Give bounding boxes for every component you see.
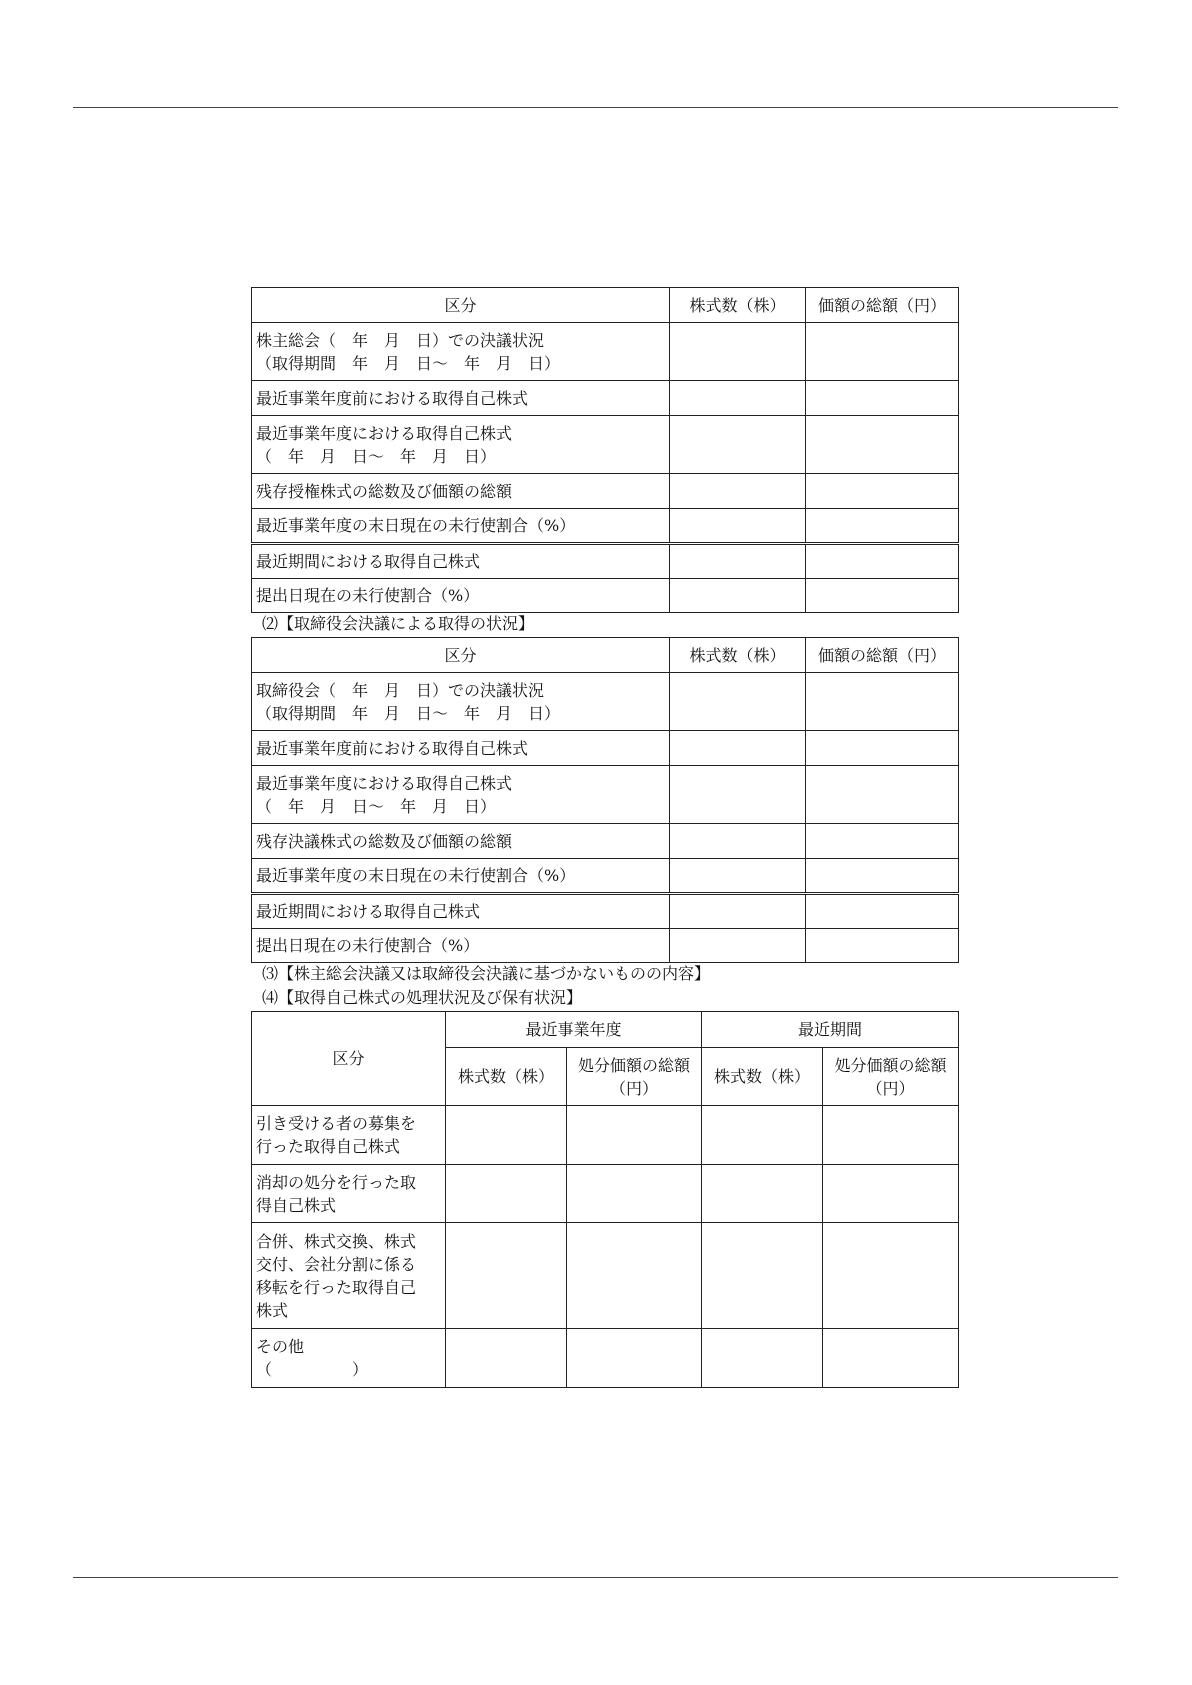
data-cell xyxy=(446,1165,567,1223)
amount-cell xyxy=(806,859,959,894)
row-label: その他 （ ） xyxy=(252,1329,446,1388)
row-label: 残存決議株式の総数及び価額の総額 xyxy=(252,824,670,859)
shares-cell xyxy=(670,544,806,579)
table-row xyxy=(252,1223,959,1329)
table-row xyxy=(252,731,959,766)
amount-cell xyxy=(806,824,959,859)
table-header-row xyxy=(252,638,959,673)
shares-cell xyxy=(670,416,806,474)
data-cell xyxy=(446,1106,567,1165)
table-row xyxy=(252,416,959,474)
row-label: 株主総会（ 年 月 日）での決議状況 （取得期間 年 月 日～ 年 月 日） xyxy=(252,323,670,381)
amount-cell xyxy=(806,323,959,381)
header-group-fiscal-year: 最近事業年度 xyxy=(446,1012,702,1048)
row-label: 提出日現在の未行使割合（%） xyxy=(252,579,670,613)
table-header-row xyxy=(252,1012,959,1048)
row-label: 残存授権株式の総数及び価額の総額 xyxy=(252,474,670,509)
subheader-amount: 処分価額の総額 （円） xyxy=(823,1048,959,1106)
shares-cell xyxy=(670,731,806,766)
amount-cell xyxy=(806,731,959,766)
data-cell xyxy=(702,1106,823,1165)
amount-cell xyxy=(806,894,959,929)
data-cell xyxy=(823,1165,959,1223)
row-label: 最近事業年度の末日現在の未行使割合（%） xyxy=(252,859,670,894)
row-label: 引き受ける者の募集を 行った取得自己株式 xyxy=(252,1106,446,1165)
subheader-shares: 株式数（株） xyxy=(702,1048,823,1106)
row-label: 最近事業年度における取得自己株式 （ 年 月 日～ 年 月 日） xyxy=(252,416,670,474)
amount-cell xyxy=(806,416,959,474)
shares-cell xyxy=(670,894,806,929)
row-label: 最近事業年度前における取得自己株式 xyxy=(252,731,670,766)
header-kubun: 区分 xyxy=(252,288,670,323)
data-cell xyxy=(823,1106,959,1165)
row-label: 最近事業年度の末日現在の未行使割合（%） xyxy=(252,509,670,544)
shareholders-resolution-table xyxy=(251,287,959,613)
shares-cell xyxy=(670,509,806,544)
amount-cell xyxy=(806,509,959,544)
table-row xyxy=(252,579,959,613)
table-row xyxy=(252,766,959,824)
shares-cell xyxy=(670,824,806,859)
table-row xyxy=(252,323,959,381)
data-cell xyxy=(702,1329,823,1388)
table-row xyxy=(252,509,959,544)
row-label: 消却の処分を行った取 得自己株式 xyxy=(252,1165,446,1223)
data-cell xyxy=(567,1165,702,1223)
row-label: 合併、株式交換、株式 交付、会社分割に係る 移転を行った取得自己 株式 xyxy=(252,1223,446,1329)
table-row xyxy=(252,1165,959,1223)
amount-cell xyxy=(806,929,959,963)
shares-cell xyxy=(670,579,806,613)
table-header-row xyxy=(252,288,959,323)
header-shares: 株式数（株） xyxy=(670,638,806,673)
data-cell xyxy=(446,1329,567,1388)
row-label: 最近事業年度における取得自己株式 （ 年 月 日～ 年 月 日） xyxy=(252,766,670,824)
table-row xyxy=(252,544,959,579)
table-row xyxy=(252,381,959,416)
data-cell xyxy=(823,1223,959,1329)
subheader-amount: 処分価額の総額 （円） xyxy=(567,1048,702,1106)
header-rule xyxy=(73,107,1118,108)
shares-cell xyxy=(670,859,806,894)
table-row xyxy=(252,673,959,731)
table-row xyxy=(252,824,959,859)
row-label: 取締役会（ 年 月 日）での決議状況 （取得期間 年 月 日～ 年 月 日） xyxy=(252,673,670,731)
data-cell xyxy=(567,1106,702,1165)
shares-cell xyxy=(670,673,806,731)
header-amount: 価額の総額（円） xyxy=(806,288,959,323)
data-cell xyxy=(567,1223,702,1329)
amount-cell xyxy=(806,766,959,824)
table-row xyxy=(252,929,959,963)
footer-rule xyxy=(73,1577,1118,1578)
row-label: 提出日現在の未行使割合（%） xyxy=(252,929,670,963)
table-row xyxy=(252,474,959,509)
table-row xyxy=(252,894,959,929)
section-caption-4: ⑷【取得自己株式の処理状況及び保有状況】 xyxy=(262,988,583,1007)
amount-cell xyxy=(806,544,959,579)
data-cell xyxy=(823,1329,959,1388)
shares-cell xyxy=(670,929,806,963)
header-kubun: 区分 xyxy=(252,1012,446,1106)
header-group-recent-period: 最近期間 xyxy=(702,1012,959,1048)
data-cell xyxy=(567,1329,702,1388)
amount-cell xyxy=(806,474,959,509)
header-amount: 価額の総額（円） xyxy=(806,638,959,673)
row-label: 最近期間における取得自己株式 xyxy=(252,894,670,929)
data-cell xyxy=(702,1223,823,1329)
section-caption-3: ⑶【株主総会決議又は取締役会決議に基づかないものの内容】 xyxy=(262,964,711,983)
data-cell xyxy=(446,1223,567,1329)
shares-cell xyxy=(670,381,806,416)
amount-cell xyxy=(806,381,959,416)
board-resolution-table xyxy=(251,637,959,963)
row-label: 最近事業年度前における取得自己株式 xyxy=(252,381,670,416)
amount-cell xyxy=(806,579,959,613)
header-shares: 株式数（株） xyxy=(670,288,806,323)
disposal-holding-table xyxy=(251,1011,959,1388)
table-row xyxy=(252,859,959,894)
table-row xyxy=(252,1106,959,1165)
data-cell xyxy=(702,1165,823,1223)
amount-cell xyxy=(806,673,959,731)
table-row xyxy=(252,1329,959,1388)
shares-cell xyxy=(670,766,806,824)
row-label: 最近期間における取得自己株式 xyxy=(252,544,670,579)
shares-cell xyxy=(670,474,806,509)
shares-cell xyxy=(670,323,806,381)
header-kubun: 区分 xyxy=(252,638,670,673)
subheader-shares: 株式数（株） xyxy=(446,1048,567,1106)
section-caption-2: ⑵【取締役会決議による取得の状況】 xyxy=(262,614,535,633)
